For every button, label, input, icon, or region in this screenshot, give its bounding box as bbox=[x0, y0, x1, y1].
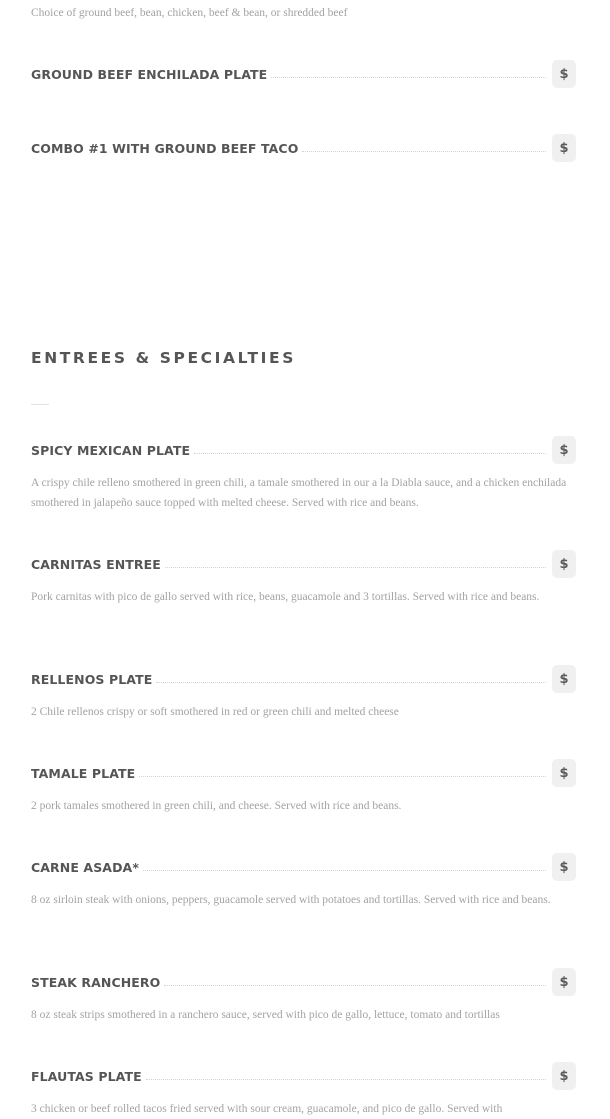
menu-item-name: TAMALE PLATE bbox=[31, 765, 136, 781]
item-description: 8 oz steak strips smothered in a ranchero sauce, served with pico de gallo, lettuce, tomato and tortillas bbox=[31, 1009, 500, 1021]
dotted-leader bbox=[143, 870, 546, 871]
dotted-leader bbox=[139, 776, 546, 777]
price-badge: $ bbox=[552, 759, 576, 787]
dotted-leader bbox=[302, 151, 546, 152]
dotted-leader bbox=[165, 567, 546, 568]
item-description: A crispy chile relleno smothered in green chili, a tamale smothered in our a la Diabla sauce, and a chicken enchilada smothered in jalapeño sauce topped with melted cheese. Served with rice and beans. bbox=[31, 477, 567, 509]
menu-item-combo-1-ground-beef-taco bbox=[31, 134, 576, 162]
menu-item-name: FLAUTAS PLATE bbox=[31, 1068, 142, 1084]
price-badge: $ bbox=[552, 665, 576, 693]
section-divider bbox=[31, 404, 49, 405]
price-badge: $ bbox=[552, 550, 576, 578]
price-badge: $ bbox=[552, 968, 576, 996]
dotted-leader bbox=[164, 985, 546, 986]
menu-item-spicy-mexican-plate bbox=[31, 436, 576, 464]
menu-item-carnitas-entree bbox=[31, 550, 576, 578]
price-badge: $ bbox=[552, 853, 576, 881]
price-badge: $ bbox=[552, 1062, 576, 1090]
menu-item-name: RELLENOS PLATE bbox=[31, 671, 153, 687]
item-description: 2 Chile rellenos crispy or soft smothered in red or green chili and melted cheese bbox=[31, 706, 399, 718]
menu-item-name: STEAK RANCHERO bbox=[31, 974, 161, 990]
menu-item-name: CARNE ASADA* bbox=[31, 859, 139, 875]
section-title: ENTREES & SPECIALTIES bbox=[31, 349, 296, 367]
dotted-leader bbox=[194, 453, 546, 454]
item-description: 2 pork tamales smothered in green chili, and cheese. Served with rice and beans. bbox=[31, 800, 402, 812]
item-description: Pork carnitas with pico de gallo served with rice, beans, guacamole and 3 tortillas. Served with rice and beans. bbox=[31, 591, 540, 603]
menu-item-tamale-plate bbox=[31, 759, 576, 787]
price-badge: $ bbox=[552, 134, 576, 162]
menu-item-rellenos-plate bbox=[31, 665, 576, 693]
item-description: 8 oz sirloin steak with onions, peppers, guacamole served with potatoes and tortillas. Served with rice and beans. bbox=[31, 894, 551, 906]
menu-item-steak-ranchero bbox=[31, 968, 576, 996]
menu-item-name: CARNITAS ENTREE bbox=[31, 556, 161, 572]
menu-item-flautas-plate bbox=[31, 1062, 576, 1090]
menu-item-name: GROUND BEEF ENCHILADA PLATE bbox=[31, 66, 268, 82]
item-description: 3 chicken or beef rolled tacos fried served with sour cream, guacamole, and pico de gallo. Served with bbox=[31, 1103, 503, 1115]
dotted-leader bbox=[146, 1079, 546, 1080]
price-badge: $ bbox=[552, 436, 576, 464]
menu-item-name: SPICY MEXICAN PLATE bbox=[31, 442, 191, 458]
dotted-leader bbox=[156, 682, 546, 683]
menu-item-name: COMBO #1 WITH GROUND BEEF TACO bbox=[31, 140, 299, 156]
menu-item-ground-beef-enchilada-plate bbox=[31, 60, 576, 88]
dotted-leader bbox=[271, 77, 546, 78]
price-badge: $ bbox=[552, 60, 576, 88]
menu-item-carne-asada bbox=[31, 853, 576, 881]
item-description: Choice of ground beef, bean, chicken, beef & bean, or shredded beef bbox=[31, 7, 348, 19]
